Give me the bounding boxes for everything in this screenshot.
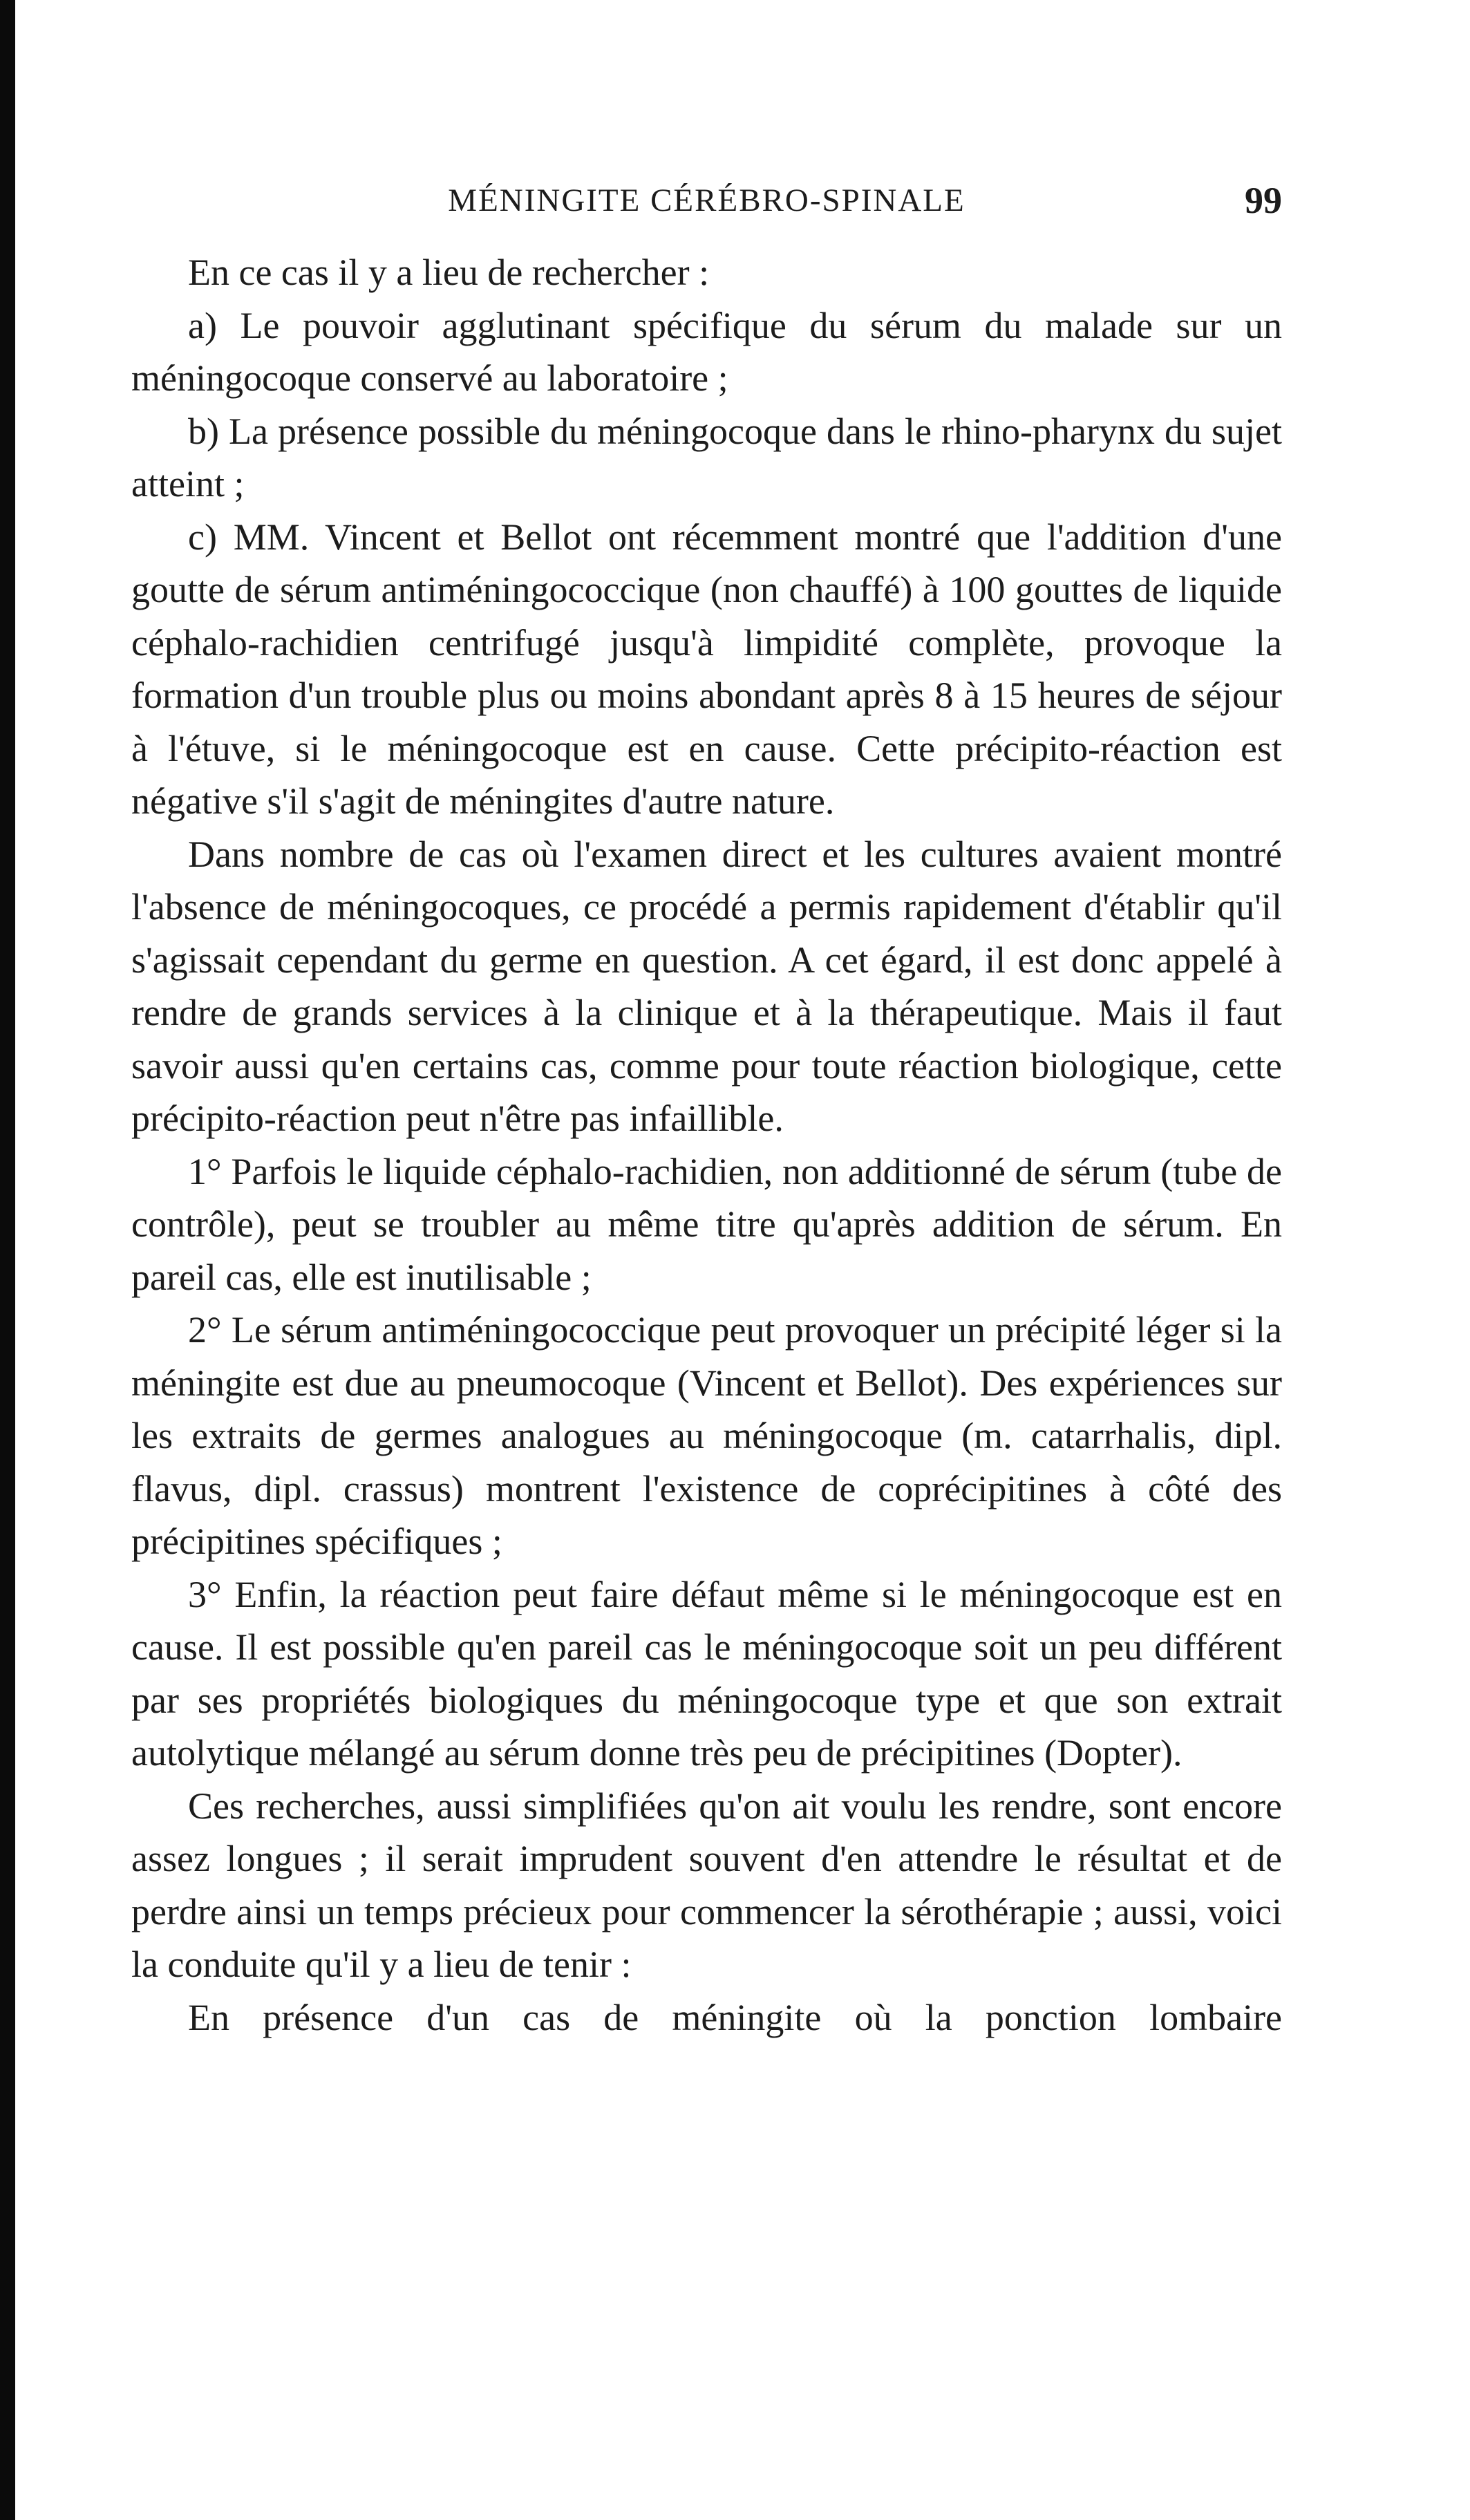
paragraph-continuation: En présence d'un cas de méningite où la ponction lombaire — [188, 1996, 1282, 2038]
paragraph-discussion: Dans nombre de cas où l'examen direct et les cultures avaient montré l'absence de méningocoques, ce procédé a permis rapidement d'établir qu'il s'agissait cependant du germe en question. A cet égard, il est donc appelé à rendre de grands services à la clinique et à la thérapeutique. Mais il faut savoir aussi qu'en certains cas, comme pour toute réaction biologique, cette précipito-réaction peut n'être pas infaillible. — [131, 833, 1282, 1139]
running-header — [131, 173, 1282, 228]
paragraph-intro: En ce cas il y a lieu de rechercher : — [188, 252, 710, 293]
paragraph-conduct: Ces recherches, aussi simplifiées qu'on ait voulu les rendre, sont encore assez longues ; il serait imprudent souvent d'en attendre le résultat et de perdre ainsi un temps précieux pour commencer la sérothérapie ; aussi, voici la conduite qu'il y a lieu de tenir : — [131, 1785, 1282, 1985]
paragraph-point-1: 1° Parfois le liquide céphalo-rachidien, non additionné de sérum (tube de contrôle), peut se troubler au même titre qu'après addition de sérum. En pareil cas, elle est inutilisable ; — [131, 1150, 1282, 1298]
paragraph-item-b: b) La présence possible du méningocoque dans le rhino-pharynx du sujet atteint ; — [131, 410, 1282, 505]
running-title: MÉNINGITE CÉRÉBRO-SPINALE — [448, 182, 965, 218]
paragraph-point-3: 3° Enfin, la réaction peut faire défaut même si le méningocoque est en cause. Il est possible qu'en pareil cas le méningocoque soit un peu différent par ses propriétés biologiques du méningocoque type et que son extrait autolytique mélangé au sérum donne très peu de précipitines (Dopter). — [131, 1573, 1282, 1774]
body-text — [131, 246, 1282, 2044]
paragraph-item-c: c) MM. Vincent et Bellot ont récemment montré que l'addition d'une goutte de sérum antiméningococcique (non chauffé) à 100 gouttes de liquide céphalo-rachidien centrifugé jusqu'à limpidité complète, provoque la formation d'un trouble plus ou moins abondant après 8 à 15 heures de séjour à l'étuve, si le méningocoque est en cause. Cette précipito-réaction est négative s'il s'agit de méningites d'autre nature. — [131, 516, 1282, 822]
page-number: 99 — [1245, 180, 1282, 221]
paragraph-item-a: a) Le pouvoir agglutinant spécifique du sérum du malade sur un méningocoque conservé au laboratoire ; — [131, 304, 1282, 399]
book-page — [131, 173, 1282, 2044]
paragraph-point-2: 2° Le sérum antiméningococcique peut provoquer un précipité léger si la méningite est due au pneumocoque (Vincent et Bellot). Des expériences sur les extraits de germes analogues au méningocoque (m. catarrhalis, dipl. flavus, dipl. crassus) montrent l'existence de coprécipitines à côté des précipitines spécifiques ; — [131, 1309, 1282, 1562]
book-spine-shadow — [0, 0, 15, 2520]
